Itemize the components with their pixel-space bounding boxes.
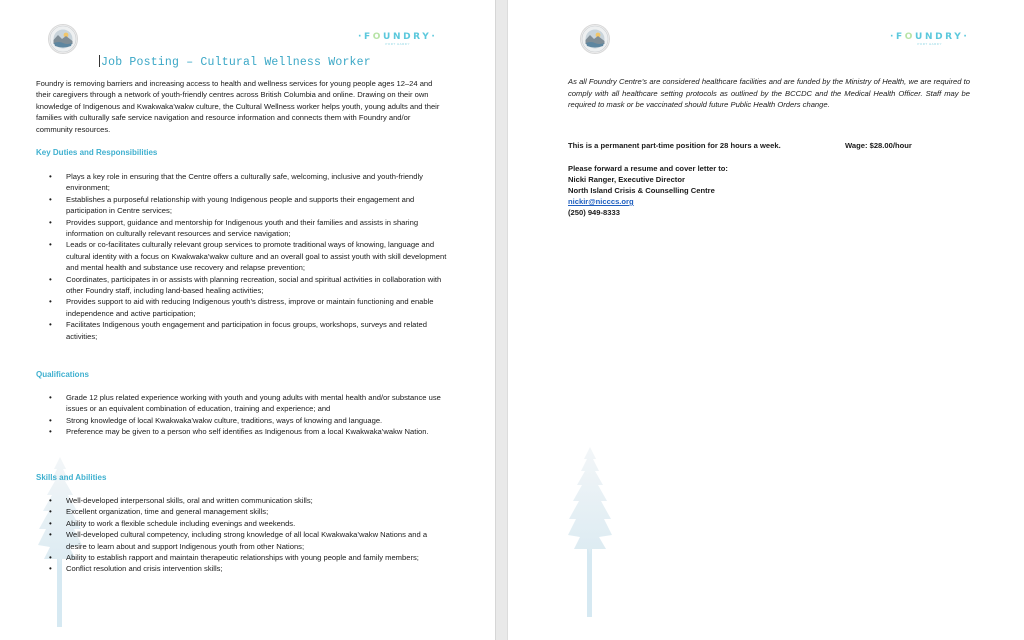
list-item: • Grade 12 plus related experience working with youth and young adults with mental health and/or substance use issues or an equivalent combination of education, training and experience; and	[36, 392, 448, 415]
list-item: • Provides support to aid with reducing Indigenous youth’s distress, improve or maintain functioning and enable independence and active participation;	[36, 296, 448, 319]
duties-list	[36, 171, 448, 342]
list-item: • Provides support, guidance and mentorship for Indigenous youth and their families and assists in sharing information on culturally relevant resources and service navigation;	[36, 217, 448, 240]
intro-paragraph: Foundry is removing barriers and increasing access to health and wellness services for young people ages 12–24 and their caregivers through a network of youth-friendly centres across British Columbia and online. Drawing on their own knowledge of Indigenous and Kwakwaka’wakw culture, the Cultural Wellness worker helps youth, young adults and their families with culturally safe service navigation and resource information and connects them with Foundry and/or community resources.	[36, 79, 440, 134]
skills-list	[36, 495, 448, 575]
contact-email-line	[568, 196, 634, 207]
text-cursor	[99, 55, 100, 67]
foundry-location: PORT HARDY	[917, 42, 942, 46]
list-item: • Conflict resolution and crisis intervention skills;	[36, 563, 448, 574]
section-heading-qualifications: Qualifications	[36, 370, 89, 379]
contact-phone: (250) 949-8333	[568, 208, 620, 217]
position-info: This is a permanent part-time position for 28 hours a week.	[568, 141, 781, 150]
list-item: • Well-developed interpersonal skills, oral and written communication skills;	[36, 495, 448, 506]
list-item: • Excellent organization, time and general management skills;	[36, 506, 448, 517]
contact-name: Nicki Ranger, Executive Director	[568, 175, 685, 184]
list-item: • Preference may be given to a person who self identifies as Indigenous from a local Kwakwaka’wakw Nation.	[36, 426, 448, 437]
section-heading-skills: Skills and Abilities	[36, 473, 107, 482]
list-item: • Coordinates, participates in or assists with planning recreation, social and spiritual activities in collaboration with other Foundry staff, including land-based healing activities;	[36, 274, 448, 297]
foundry-location: PORT HARDY	[385, 42, 410, 46]
list-item: • Well-developed cultural competency, including strong knowledge of all local Kwakwaka’wakw Nations and a desire to learn about and support Indigenous youth from other Nations;	[36, 529, 448, 552]
section-heading-duties: Key Duties and Responsibilities	[36, 148, 158, 157]
page-gap	[495, 0, 508, 640]
foundry-logo	[890, 32, 969, 46]
foundry-wordmark: ·FOUNDRY·	[358, 32, 438, 42]
foundry-wordmark: ·FOUNDRY·	[890, 32, 970, 42]
contact-email-link[interactable]: nickir@nicccs.org	[568, 197, 634, 206]
list-item: • Establishes a purposeful relationship with young Indigenous people and supports their engagement and participation in Centre services;	[36, 194, 448, 217]
foundry-logo	[358, 32, 437, 46]
organization-seal-logo-icon	[580, 24, 610, 54]
qualifications-list	[36, 392, 448, 438]
organization-seal-logo-icon	[48, 24, 78, 54]
list-item: • Facilitates Indigenous youth engagement and participation in focus groups, workshops, surveys and related activities;	[36, 319, 448, 342]
list-item: • Ability to work a flexible schedule including evenings and weekends.	[36, 518, 448, 529]
wage-info: Wage: $28.00/hour	[845, 141, 912, 150]
document-title-line	[99, 55, 371, 69]
list-item: • Leads or co-facilitates culturally relevant group services to promote traditional ways of knowing, language and cultural identity with a focus on Kwakwaka’wakw culture and an overall goal to assist youth with skill development and mental health and substance use recovery and relapse prevention;	[36, 239, 448, 273]
document-page-1	[0, 0, 495, 640]
contact-organization: North Island Crisis & Counselling Centre	[568, 186, 715, 195]
list-item: • Plays a key role in ensuring that the Centre offers a culturally safe, welcoming, inclusive and youth-friendly environment;	[36, 171, 448, 194]
tree-watermark-icon	[564, 445, 616, 625]
contact-intro: Please forward a resume and cover letter to:	[568, 164, 728, 173]
document-title: Job Posting – Cultural Wellness Worker	[101, 56, 371, 69]
list-item: • Ability to establish rapport and maintain therapeutic relationships with young people and family members;	[36, 552, 448, 563]
document-page-2	[508, 0, 1024, 640]
list-item: • Strong knowledge of local Kwakwaka’wakw culture, traditions, ways of knowing and language.	[36, 415, 448, 426]
health-notice: As all Foundry Centre’s are considered healthcare facilities and are funded by the Ministry of Health, we are required to comply with all healthcare setting protocols as outlined by the BCCDC and the Medical Health Officer. Staff may be required to mask or be vaccinated should future Public Health Orders change.	[568, 77, 970, 110]
